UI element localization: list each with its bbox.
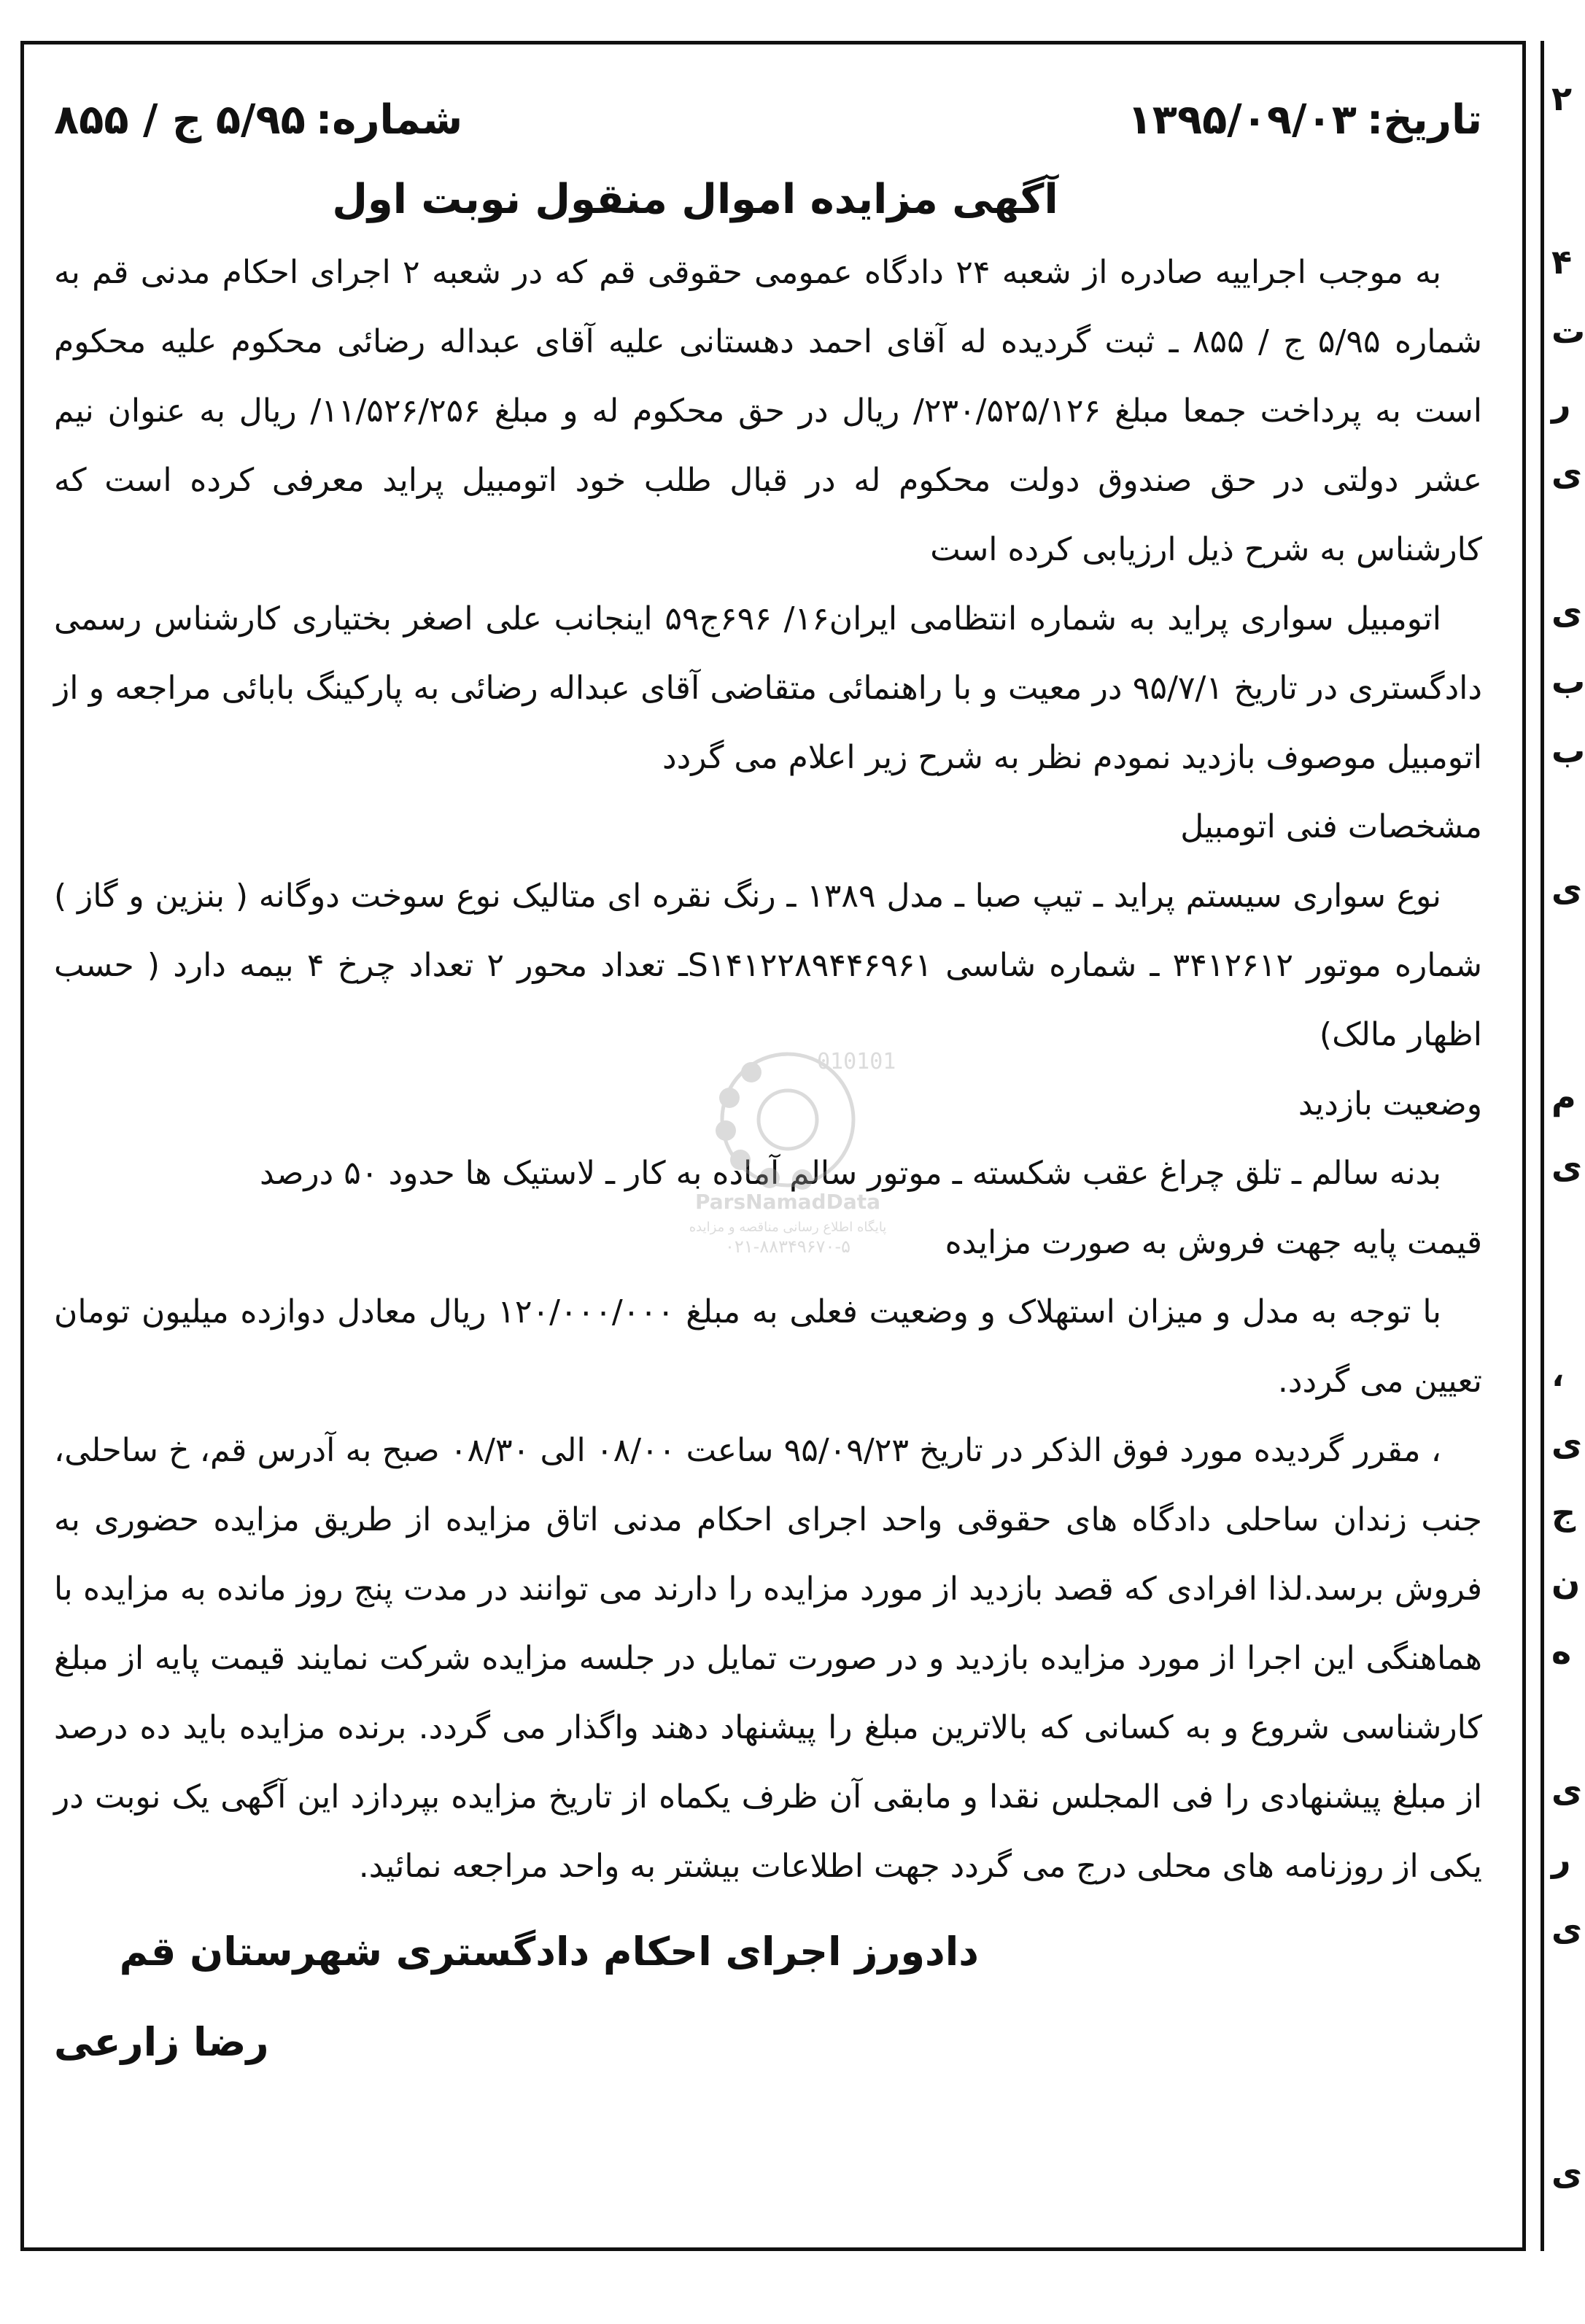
strip-glyph: ۲ bbox=[1551, 79, 1573, 118]
number-line bbox=[54, 96, 462, 144]
strip-glyph: ی bbox=[1551, 454, 1583, 493]
watermark-tagline: پایگاه اطلاع رسانی مناقصه و مزایده bbox=[689, 1220, 887, 1235]
strip-glyph: ه bbox=[1551, 1632, 1572, 1671]
strip-glyph: ی bbox=[1551, 869, 1583, 909]
heading-base-price: قیمت پایه جهت فروش به صورت مزایده bbox=[945, 1224, 1482, 1261]
strip-glyph: ی bbox=[1551, 1424, 1583, 1463]
paragraph-expert-report: اتومبیل سواری پراید به شماره انتظامی ایران۱۶/ ۶۹۶ج۵۹ اینجانب علی اصغر بختیاری کارشناس رسمی دادگستری در تاریخ ۹۵/۷/۱ در معیت و با راهنمائی متقاضی آقای عبداله رضائی به پارکینگ بابائی مراجعه و از اتومبیل موصوف بازدید نمودم نظر به شرح زیر اعلام می گردد bbox=[54, 600, 1482, 776]
strip-glyph: ج bbox=[1551, 1493, 1576, 1533]
strip-glyph: ر bbox=[1551, 384, 1571, 424]
strip-glyph: م bbox=[1551, 1077, 1576, 1117]
heading-technical-specs: مشخصات فنی اتومبیل bbox=[1180, 808, 1482, 845]
date-value: ۱۳۹۵/۰۹/۰۳ bbox=[1127, 96, 1357, 144]
number-value: ۵/۹۵ ج / ۸۵۵ bbox=[54, 96, 306, 144]
strip-glyph: ی bbox=[1551, 1909, 1583, 1948]
paragraph-execution-order: به موجب اجراییه صادره از شعبه ۲۴ دادگاه عمومی حقوقی قم که در شعبه ۲ اجرای احکام مدنی قم به شماره ۵/۹۵ ج / ۸۵۵ ـ ثبت گردیده له آقای احمد دهستانی علیه آقای عبداله رضائی محکوم علیه محکوم است به پرداخت جمعا مبلغ ۲۳۰/۵۲۵/۱۲۶/ ریال در حق محکوم له و مبلغ ۱۱/۵۲۶/۲۵۶/ ریال به عنوان نیم عشر دولتی در حق صندوق دولت محکوم له در قبال طلب خود اتومبیل پراید معرفی کرده است که کارشناس به شرح ذیل ارزیابی کرده است bbox=[54, 254, 1482, 568]
strip-glyph: ر bbox=[1551, 1840, 1571, 1879]
notice-header bbox=[54, 77, 1482, 162]
date-label: تاریخ: bbox=[1366, 96, 1482, 144]
notice-title: آگهی مزایده اموال منقول نوبت اول bbox=[332, 176, 1058, 223]
strip-glyph: ، bbox=[1551, 1355, 1565, 1394]
strip-glyph: ب bbox=[1551, 731, 1585, 770]
watermark-brand: ParsNamadData bbox=[695, 1190, 880, 1214]
strip-glyph: ب bbox=[1551, 662, 1585, 701]
strip-glyph: ۴ bbox=[1551, 242, 1573, 282]
paragraph-auction-terms: ، مقرر گردیده مورد فوق الذکر در تاریخ ۹۵/۰۹/۲۳ ساعت ۰۸/۰۰ الی ۰۸/۳۰ صبح به آدرس قم، خ ساحلی، جنب زندان ساحلی دادگاه های حقوقی واحد اجرای احکام مدنی اتاق مزایده از طریق مزایده حضوری به فروش برسد.لذا افرادی که قصد بازدید از مورد مزایده را دارند می توانند در مدت پنج روز مانده به مزایده با هماهنگی این اجرا از مورد مزایده بازدید و در صورت تمایل در جلسه مزایده شرکت نمایند قیمت پایه از مبلغ کارشناسی شروع و به کسانی که بالاترین مبلغ را پیشنهاد دهند واگذار می گردد. برنده مزایده باید ده درصد از مبلغ پیشنهادی را فی المجلس نقدا و مابقی آن ظرف یکماه از تاریخ مزایده بپردازد این آگهی یک نوبت در یکی از روزنامه های محلی درج می گردد جهت اطلاعات بیشتر به واحد مراجعه نمائید. bbox=[54, 1432, 1482, 1885]
strip-glyph: ت bbox=[1551, 311, 1585, 351]
watermark-phone: ۰۲۱-۸۸۳۴۹۶۷۰-۵ bbox=[724, 1236, 851, 1257]
signature-title: دادورز اجرای احکام دادگستری شهرستان قم bbox=[119, 1929, 979, 1975]
strip-glyph: ی bbox=[1551, 1147, 1583, 1186]
adjacent-column-strip bbox=[1541, 41, 1585, 2251]
strip-glyph: ی bbox=[1551, 592, 1583, 632]
paragraph-base-price: با توجه به مدل و میزان استهلاک و وضعیت فعلی به مبلغ ۱۲۰/۰۰۰/۰۰۰ ریال معادل دوازده میلیون تومان تعیین می گردد. bbox=[54, 1293, 1482, 1400]
watermark-digits: 010101 bbox=[817, 1049, 896, 1074]
paragraph-vehicle-specs: نوع سواری سیستم پراید ـ تیپ صبا ـ مدل ۱۳۸۹ ـ رنگ نقره ای متالیک نوع سوخت دوگانه ( بنزین و گاز ) شماره موتور ۳۴۱۲۶۱۲ ـ شماره شاسی S۱۴۱۲۲۸۹۴۴۶۹۶۱ـ تعداد محور ۲ تعداد چرخ ۴ بیمه دارد ( حسب اظهار مالک) bbox=[54, 878, 1482, 1053]
signature-name: رضا زارعی bbox=[54, 2019, 269, 2065]
strip-glyph: ی bbox=[1551, 2153, 1583, 2193]
number-label: شماره: bbox=[315, 96, 463, 144]
paragraph-condition: بدنه سالم ـ تلق چراغ عقب شکسته ـ موتور سالم آماده به کار ـ لاستیک ها حدود ۵۰ درصد bbox=[259, 1155, 1441, 1192]
strip-glyph: ن bbox=[1551, 1562, 1581, 1602]
heading-inspection-status: وضعیت بازدید bbox=[1298, 1085, 1482, 1123]
parsnamad-watermark-logo bbox=[642, 1018, 934, 1258]
date-line bbox=[1128, 96, 1482, 144]
strip-glyph: ی bbox=[1551, 1770, 1583, 1810]
signature-block bbox=[54, 1907, 1482, 2088]
